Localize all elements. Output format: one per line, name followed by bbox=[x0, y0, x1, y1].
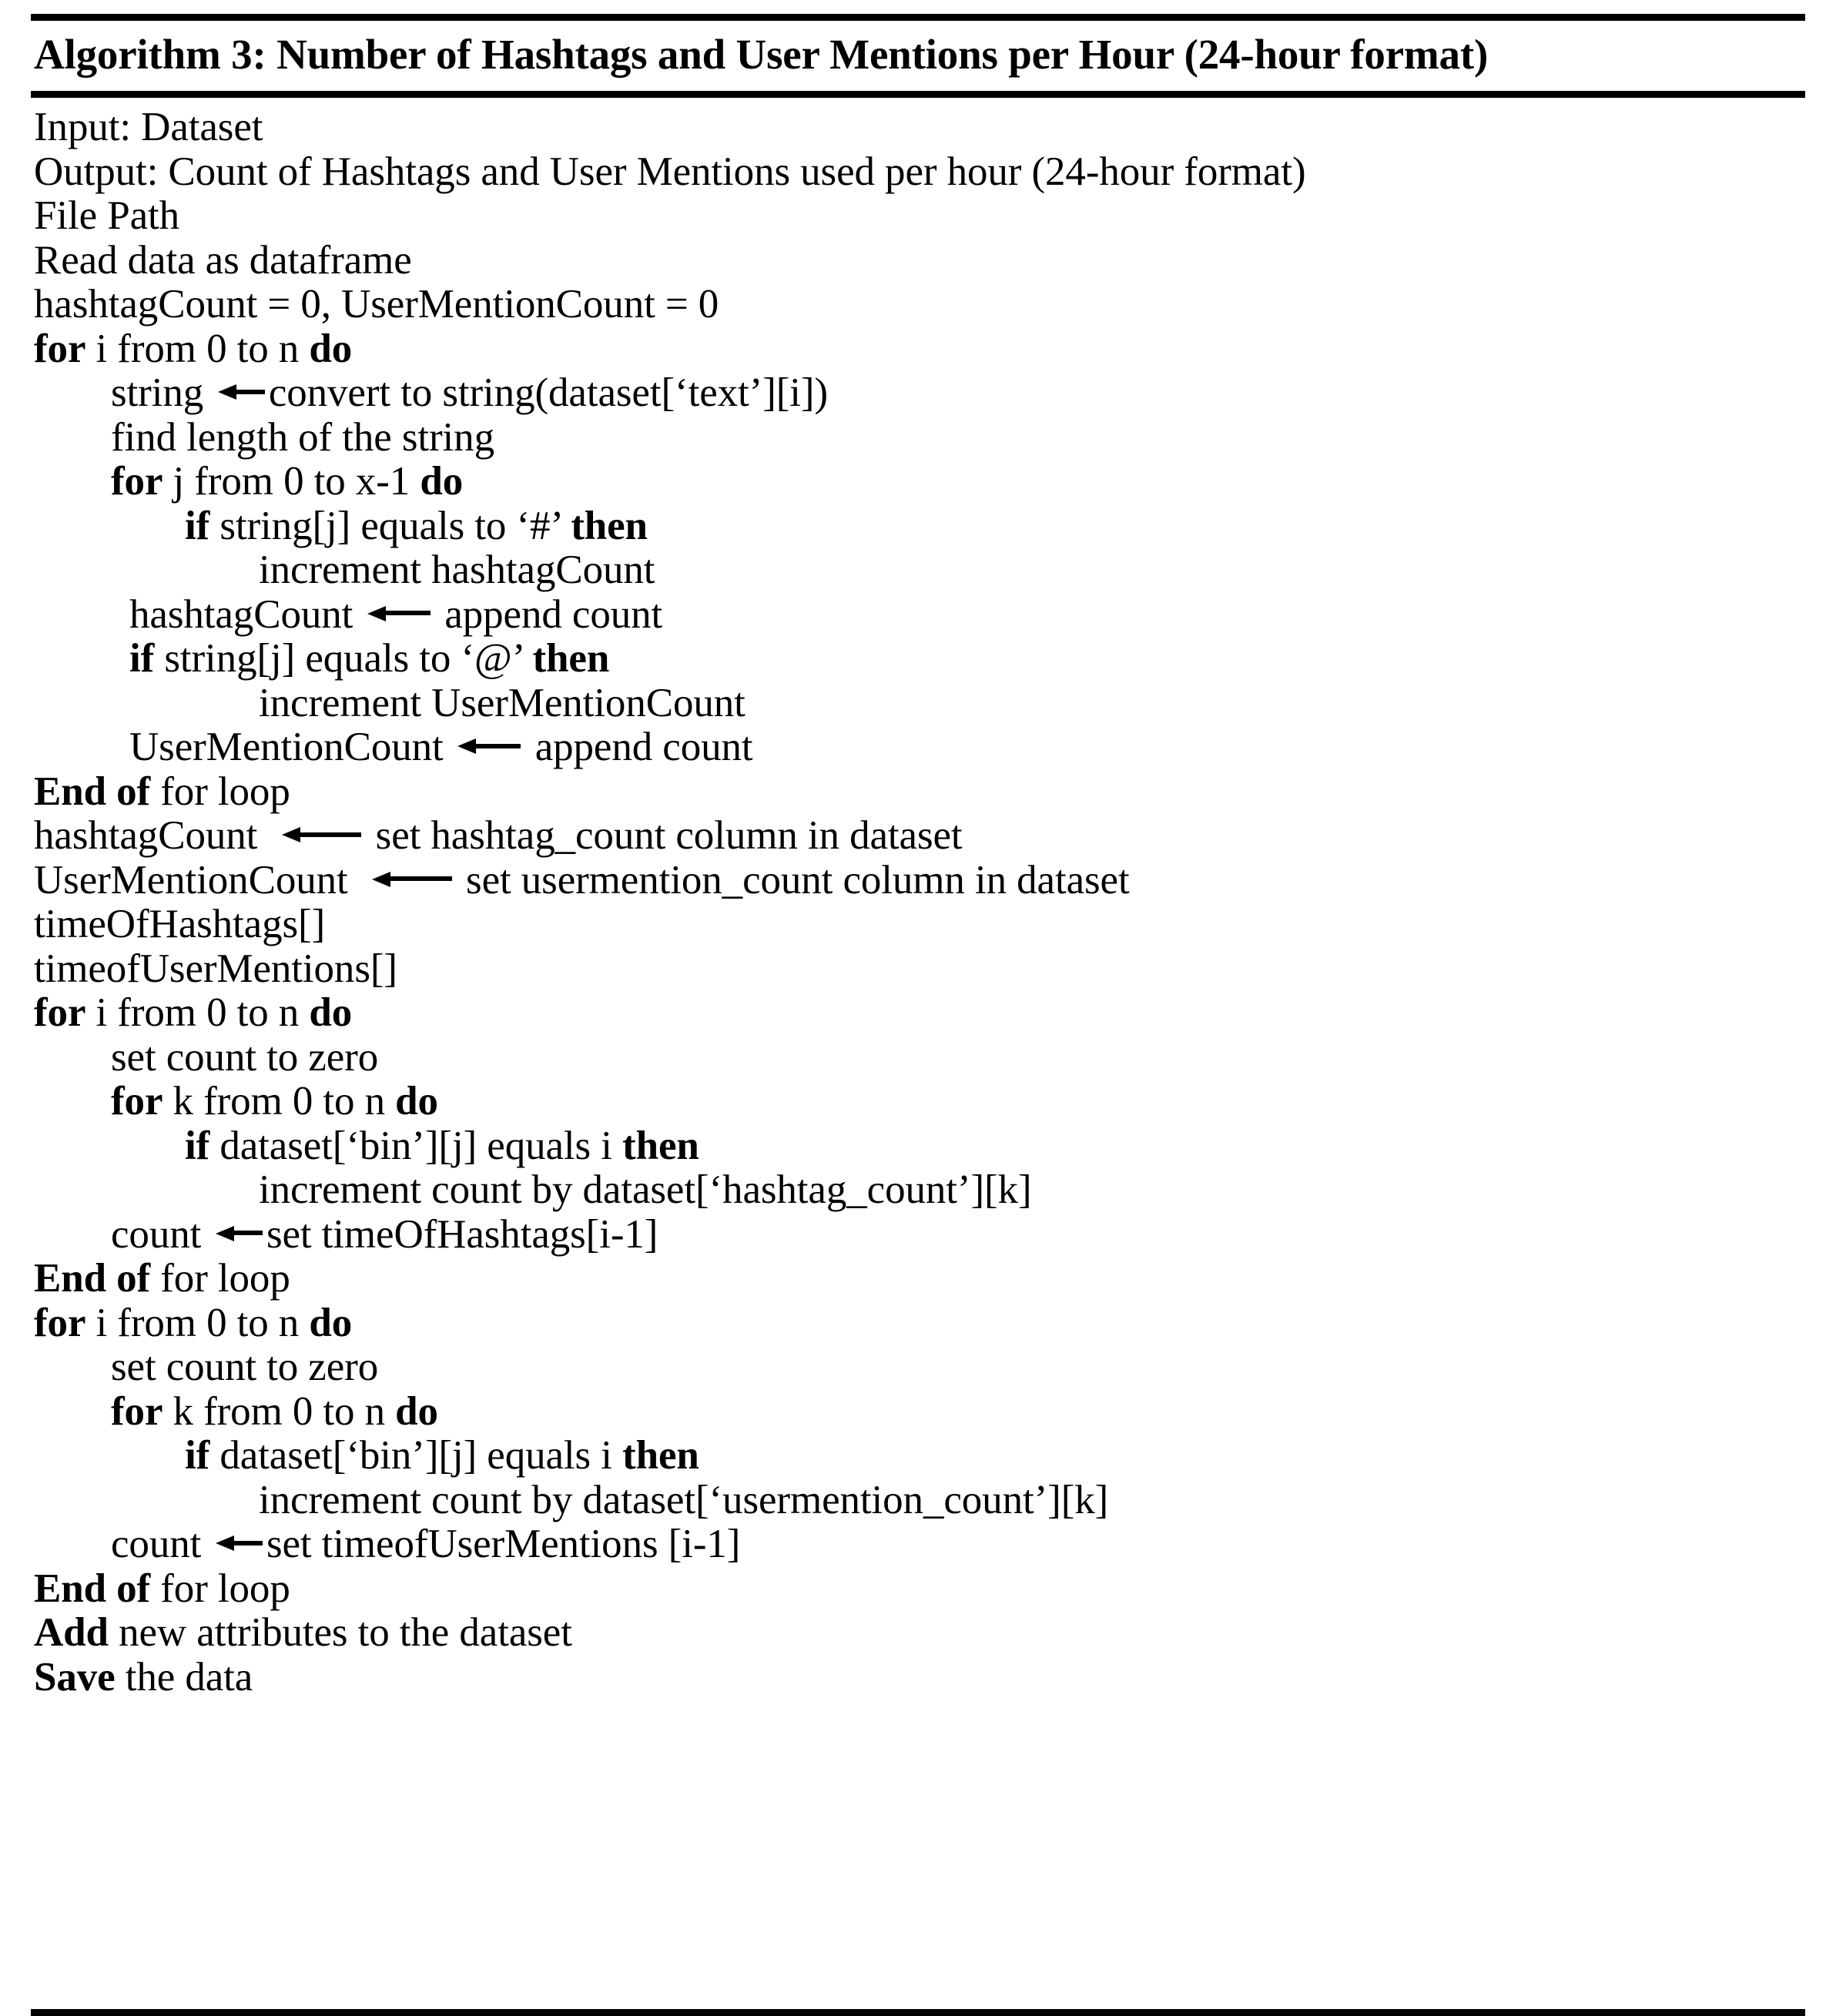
keyword: if bbox=[129, 636, 155, 681]
line-text: i from 0 to n bbox=[85, 1300, 310, 1345]
algorithm-line-set-mention-col bbox=[31, 859, 1805, 903]
algorithm-line-end-for-2 bbox=[31, 1257, 1805, 1301]
assignment-arrow-icon bbox=[216, 1537, 263, 1549]
line-text: set count to zero bbox=[111, 1034, 379, 1080]
line-text: UserMentionCount bbox=[34, 857, 368, 903]
line-text: new attributes to the dataset bbox=[108, 1610, 572, 1656]
assignment-arrow-icon bbox=[372, 872, 451, 885]
line-text: k from 0 to n bbox=[162, 1079, 396, 1124]
keyword: for bbox=[34, 326, 86, 371]
keyword: then bbox=[532, 636, 610, 681]
assignment-arrow-icon bbox=[218, 386, 265, 398]
line-text: dataset[‘bin’][j] equals i bbox=[209, 1123, 623, 1168]
line-text: find length of the string bbox=[111, 414, 494, 460]
line-text: hashtagCount bbox=[34, 813, 278, 859]
line-text: convert to string(dataset[‘text’][i]) bbox=[268, 370, 829, 416]
algorithm-line-if-hash bbox=[31, 504, 1805, 549]
algorithm-line-find-length bbox=[31, 416, 1805, 460]
algorithm-line-append-mention bbox=[31, 725, 1805, 770]
assignment-arrow-icon bbox=[367, 607, 431, 619]
line-text: set timeofUserMentions [i-1] bbox=[266, 1522, 741, 1567]
algorithm-line-file-path bbox=[31, 194, 1805, 239]
line-text: Read data as dataframe bbox=[34, 237, 412, 283]
algorithm-line-count-set-hash bbox=[31, 1213, 1805, 1257]
algorithm-line-if-mention bbox=[31, 637, 1805, 681]
algorithm-line-for-k-1 bbox=[31, 1080, 1805, 1124]
algorithm-line-for-i-1 bbox=[31, 327, 1805, 372]
algorithm-line-if-bin-2 bbox=[31, 1434, 1805, 1479]
line-text: timeofUserMentions[] bbox=[34, 946, 397, 991]
line-text: count bbox=[111, 1522, 212, 1567]
algorithm-line-set-count-zero-1 bbox=[31, 1036, 1805, 1080]
line-text: set usermention_count column in dataset bbox=[455, 857, 1130, 903]
line-text: string[j] equals to ‘@’ bbox=[154, 636, 533, 681]
keyword: if bbox=[185, 1123, 210, 1168]
line-text: hashtagCount = 0, UserMentionCount = 0 bbox=[34, 282, 719, 327]
keyword: then bbox=[571, 503, 648, 548]
line-text: UserMentionCount bbox=[129, 725, 454, 770]
line-text: set hashtag_count column in dataset bbox=[365, 813, 963, 859]
line-text: i from 0 to n bbox=[85, 326, 310, 371]
algorithm-line-inc-count-hash bbox=[31, 1168, 1805, 1213]
algorithm-line-end-for-3 bbox=[31, 1567, 1805, 1612]
algorithm-line-read-data bbox=[31, 239, 1805, 283]
algorithm-line-if-bin-1 bbox=[31, 1124, 1805, 1169]
algorithm-line-set-hashtag-col bbox=[31, 814, 1805, 859]
assignment-arrow-icon bbox=[457, 740, 521, 752]
rule-bottom bbox=[31, 2009, 1805, 2016]
line-text: Output: Count of Hashtags and User Mentions used per hour (24-hour format) bbox=[34, 149, 1306, 194]
line-text: Input: Dataset bbox=[34, 105, 263, 150]
line-text: string bbox=[111, 370, 214, 416]
keyword: if bbox=[185, 503, 210, 548]
algorithm-line-inc-hashtag bbox=[31, 548, 1805, 593]
algorithm-line-for-j bbox=[31, 460, 1805, 504]
keyword: if bbox=[185, 1433, 210, 1479]
algorithm-line-set-count-zero-2 bbox=[31, 1345, 1805, 1390]
line-text: increment hashtagCount bbox=[259, 548, 655, 593]
algorithm-line-string-convert bbox=[31, 371, 1805, 416]
rule-top bbox=[31, 14, 1805, 21]
line-text: the data bbox=[115, 1654, 253, 1700]
line-text: increment UserMentionCount bbox=[259, 680, 745, 725]
keyword: do bbox=[395, 1388, 438, 1434]
line-text: increment count by dataset[‘hashtag_count’][k] bbox=[259, 1167, 1032, 1213]
algorithm-line-save-data bbox=[31, 1656, 1805, 1700]
rule-middle bbox=[31, 91, 1805, 98]
keyword: End of bbox=[34, 1566, 151, 1611]
algorithm-steps bbox=[31, 98, 1805, 2001]
line-text: for loop bbox=[150, 1256, 290, 1301]
algorithm-line-count-set-ment bbox=[31, 1522, 1805, 1567]
algorithm-line-inc-mention bbox=[31, 681, 1805, 726]
algorithm-line-for-i-2 bbox=[31, 991, 1805, 1036]
line-text: set timeOfHashtags[i-1] bbox=[266, 1211, 658, 1257]
line-text: for loop bbox=[150, 1566, 290, 1611]
line-text: string[j] equals to ‘#’ bbox=[209, 503, 571, 548]
keyword: for bbox=[34, 990, 86, 1036]
keyword: do bbox=[309, 1300, 353, 1345]
line-text: set count to zero bbox=[111, 1345, 379, 1390]
algorithm-line-input bbox=[31, 105, 1805, 150]
line-text: append count bbox=[434, 591, 663, 637]
keyword: End of bbox=[34, 1256, 151, 1301]
algorithm-line-output bbox=[31, 150, 1805, 195]
line-text: append count bbox=[524, 725, 753, 770]
line-text: for loop bbox=[150, 769, 290, 814]
algorithm-line-add-attributes bbox=[31, 1611, 1805, 1656]
algorithm-line-for-k-2 bbox=[31, 1390, 1805, 1435]
algorithm-line-init-counts bbox=[31, 283, 1805, 327]
line-text: timeOfHashtags[] bbox=[34, 902, 326, 947]
keyword: do bbox=[309, 326, 353, 371]
line-text: dataset[‘bin’][j] equals i bbox=[209, 1433, 623, 1479]
keyword: then bbox=[622, 1433, 699, 1479]
algorithm-line-append-hashtag bbox=[31, 593, 1805, 638]
keyword: for bbox=[111, 1388, 163, 1434]
keyword: do bbox=[309, 990, 353, 1036]
keyword: Add bbox=[34, 1610, 109, 1656]
algorithm-line-time-hashtags bbox=[31, 903, 1805, 947]
keyword: then bbox=[622, 1123, 699, 1168]
algorithm-line-time-mentions bbox=[31, 947, 1805, 992]
line-text: hashtagCount bbox=[129, 591, 364, 637]
line-text: j from 0 to x-1 bbox=[162, 459, 420, 504]
assignment-arrow-icon bbox=[216, 1227, 263, 1239]
keyword: Save bbox=[34, 1654, 116, 1700]
line-text: count bbox=[111, 1211, 212, 1257]
algorithm-line-for-i-3 bbox=[31, 1301, 1805, 1346]
line-text: increment count by dataset[‘usermention_count’][k] bbox=[259, 1477, 1109, 1522]
algorithm-line-inc-count-ment bbox=[31, 1479, 1805, 1523]
algorithm-title: Algorithm 3: Number of Hashtags and User Mentions per Hour (24-hour format) bbox=[34, 31, 1489, 78]
keyword: do bbox=[420, 459, 464, 504]
line-text: k from 0 to n bbox=[162, 1388, 396, 1434]
keyword: for bbox=[111, 1079, 163, 1124]
line-text: i from 0 to n bbox=[85, 990, 310, 1036]
keyword: for bbox=[111, 459, 163, 504]
algorithm-line-end-for-1 bbox=[31, 770, 1805, 815]
keyword: do bbox=[395, 1079, 438, 1124]
keyword: End of bbox=[34, 769, 151, 814]
assignment-arrow-icon bbox=[282, 829, 361, 841]
line-text: File Path bbox=[34, 193, 180, 239]
keyword: for bbox=[34, 1300, 86, 1345]
